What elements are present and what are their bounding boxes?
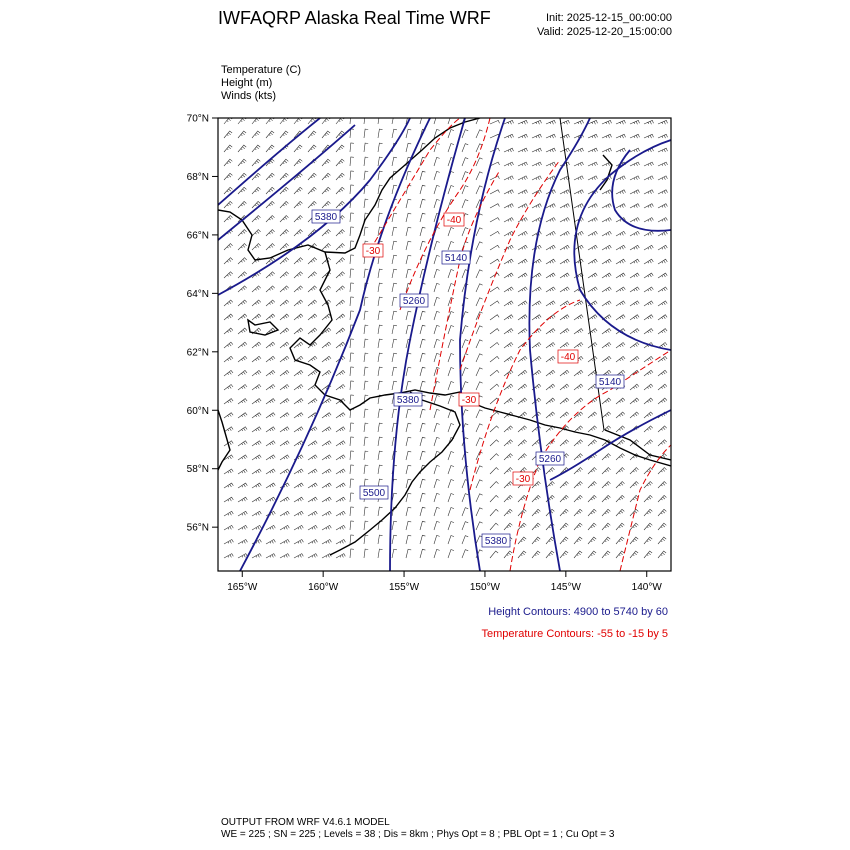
svg-text:-30: -30 — [515, 474, 531, 485]
svg-text:-30: -30 — [365, 246, 381, 257]
map-title: IWFAQRP Alaska Real Time WRF — [218, 8, 491, 28]
footer-config: WE = 225 ; SN = 225 ; Levels = 38 ; Dis = 8km ; Phys Opt = 8 ; PBL Opt = 1 ; Cu Opt = 3 — [221, 829, 615, 840]
temperature-contour-legend: Temperature Contours: -55 to -15 by 5 — [481, 628, 668, 640]
svg-text:5380: 5380 — [396, 395, 420, 406]
temperature-label — [444, 213, 464, 226]
temperature-label — [363, 244, 383, 257]
weather-map — [160, 110, 690, 600]
svg-text:5260: 5260 — [402, 296, 426, 307]
variable-winds: Winds (kts) — [221, 90, 276, 102]
height-contour-legend: Height Contours: 4900 to 5740 by 60 — [488, 606, 668, 618]
height-label — [312, 210, 340, 223]
height-label — [536, 452, 564, 465]
lat-tick-label: 64°N — [186, 288, 209, 300]
lat-tick-label: 66°N — [186, 230, 209, 242]
lon-tick-label: 155°W — [388, 582, 420, 593]
temperature-label — [558, 350, 578, 363]
longitude-axis — [227, 571, 662, 593]
svg-text:-40: -40 — [560, 352, 576, 363]
footer-model: OUTPUT FROM WRF V4.6.1 MODEL — [221, 817, 390, 828]
svg-text:5380: 5380 — [314, 212, 338, 223]
height-label — [442, 251, 470, 264]
variable-height: Height (m) — [221, 77, 273, 89]
lon-tick-label: 140°W — [631, 582, 662, 593]
svg-text:5260: 5260 — [538, 454, 562, 465]
lat-tick-label: 68°N — [186, 171, 209, 183]
lon-tick-label: 160°W — [308, 582, 339, 593]
height-label — [400, 294, 428, 307]
svg-text:5500: 5500 — [362, 488, 386, 499]
height-label — [360, 486, 388, 499]
lon-tick-label: 150°W — [469, 582, 501, 593]
temperature-label — [513, 472, 533, 485]
lon-tick-label: 165°W — [227, 582, 258, 593]
valid-time: Valid: 2025-12-20_15:00:00 — [537, 26, 672, 38]
svg-text:5140: 5140 — [444, 253, 468, 264]
svg-text:5380: 5380 — [484, 536, 508, 547]
lat-tick-label: 60°N — [186, 405, 209, 417]
init-time: Init: 2025-12-15_00:00:00 — [546, 12, 672, 24]
variable-temperature: Temperature (C) — [221, 64, 302, 76]
lon-tick-label: 145°W — [550, 582, 581, 593]
svg-text:5140: 5140 — [598, 377, 622, 388]
svg-text:-30: -30 — [461, 395, 477, 406]
lat-tick-label: 58°N — [186, 464, 209, 476]
latitude-axis — [187, 114, 218, 534]
lat-tick-label: 56°N — [186, 522, 209, 534]
svg-text:-40: -40 — [446, 215, 462, 226]
height-label — [394, 393, 422, 406]
lat-tick-label: 62°N — [186, 347, 209, 359]
height-label — [482, 534, 510, 547]
lat-tick-label: 70°N — [186, 113, 209, 125]
temperature-label — [459, 393, 479, 406]
height-label — [596, 375, 624, 388]
